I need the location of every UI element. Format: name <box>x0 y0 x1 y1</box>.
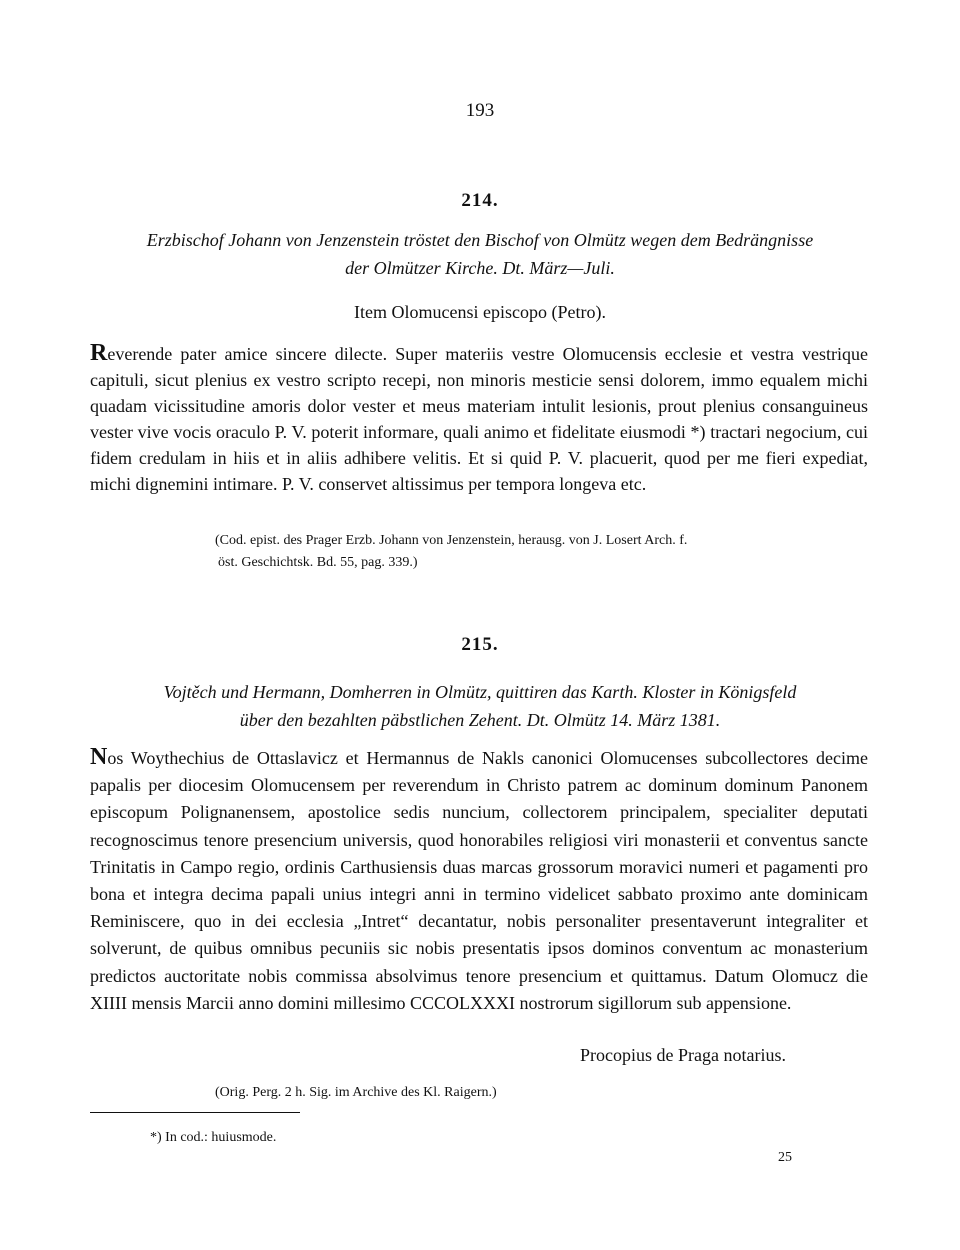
document-heading-215 <box>90 678 870 734</box>
heading-line: der Olmützer Kirche. Dt. März—Juli. <box>345 258 615 278</box>
citation-line: (Cod. epist. des Prager Erzb. Johann von Jenzenstein, herausg. von J. Losert Arch. f. <box>215 533 688 548</box>
heading-line: Erzbischof Johann von Jenzenstein tröstet den Bischof von Olmütz wegen dem Bedrängnisse <box>146 230 814 250</box>
body-text: everende pater amice sincere dilecte. Super materiis vestre Olomucensis ecclesie et vestra vestrique capituli, sicut plenius ex vestro scripto recepi, non minoris mesticie sensi dolorem, immo equalem michi quadam vicissitudine amoris dolor vester et meus materiam intulit lesionis, prout plenius consanguineus vester vive vocis oraculo P. V. poterit informare, quali animo et fidelitate eiusmodi *) tractari negocium, cui fidem credulam in hiis et in aliis adhibere velitis. Et si quid P. V. placuerit, quod per me fieri expediat, michi dignemini intimare. P. V. conservet altissimus per tempora longeva etc. <box>90 344 868 494</box>
document-body-215 <box>90 744 868 1017</box>
footnote: *) In cod.: huiusmode. <box>150 1130 277 1145</box>
sheet-signature-mark: 25 <box>778 1150 792 1165</box>
source-citation-214 <box>215 530 870 574</box>
citation-line: öst. Geschichtsk. Bd. 55, pag. 339.) <box>218 555 418 570</box>
heading-line: über den bezahlten päbstlichen Zehent. Dt. Olmütz 14. März 1381. <box>239 710 721 730</box>
notary-signature: Procopius de Praga notarius. <box>580 1045 786 1065</box>
page-number: 193 <box>465 100 495 121</box>
address-line-214: Item Olomucensi episcopo (Petro). <box>354 302 606 322</box>
document-number-214: 214. <box>461 190 499 211</box>
initial-letter: R <box>90 340 108 366</box>
document-heading-214 <box>90 226 870 282</box>
document-body-214 <box>90 340 868 497</box>
document-number-215: 215. <box>461 634 499 655</box>
source-citation-215: (Orig. Perg. 2 h. Sig. im Archive des Kl. Raigern.) <box>215 1085 497 1100</box>
initial-letter: N <box>90 744 108 770</box>
heading-line: Vojtěch und Hermann, Domherren in Olmütz, quittiren das Karth. Kloster in Königsfeld <box>163 682 797 702</box>
body-text: os Woythechius de Ottaslavicz et Hermannus de Nakls canonici Olomucenses subcollectores decime papalis per diocesim Olomucensem per reverendum in Christo patrem ac dominum dominum Panonem episcopum Polignanensem, apostolice sedis nuncium, collectorem principalem, specialiter deputati recognoscimus tenore presencium universis, quod honorabiles religiosi viri monasterii et conventus sancte Trinitatis in Campo regio, ordinis Carthusiensis duas marcas grossorum moravici numeri et pagamenti pro bona et integra decima papali unius integri anni in termino videlicet sabbato proximo ante dominicam Reminiscere, quo in dei ecclesia „Intret“ decantatur, nobis personaliter presentaverunt integraliter et solverunt, de quibus omnibus pecuniis sic nobis presentatis ipsos dominos conventum ac monasterium predictos auctoritate nobis commissa absolvimus tenore presencium et quittamus. Datum Olomucz die XIIII mensis Marcii anno domini millesimo CCCOLXXXI nostrorum sigillorum sub appensione. <box>90 748 868 1013</box>
footnote-divider <box>90 1112 300 1113</box>
